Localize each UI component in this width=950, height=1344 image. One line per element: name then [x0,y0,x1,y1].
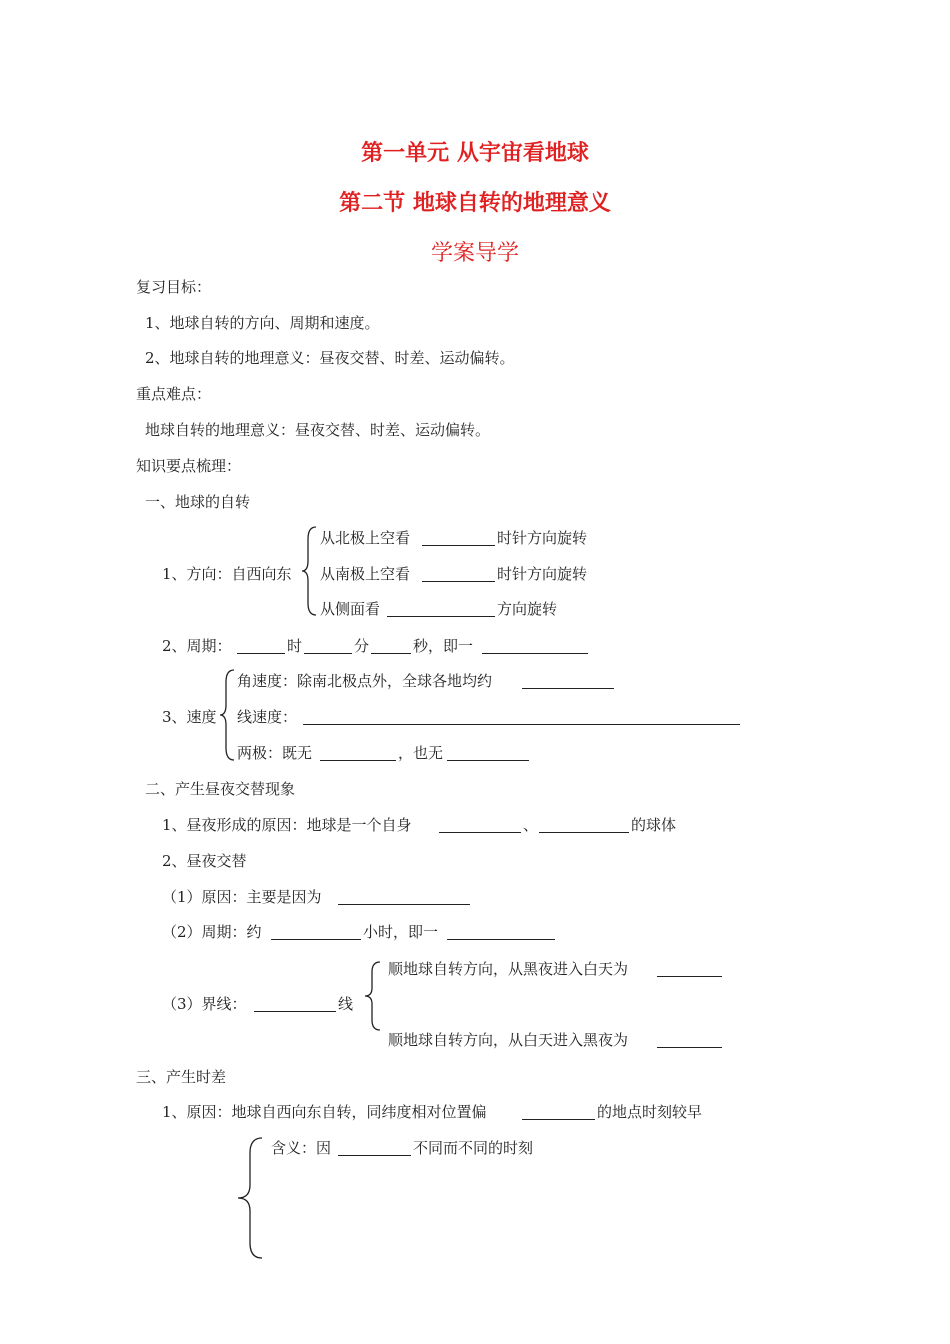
period-hour-blank[interactable] [237,653,285,654]
day-night-cause-blank-2[interactable] [539,832,629,833]
boundary-dawn: 顺地球自转方向，从黑夜进入白天为 [388,960,629,978]
part2-heading: 二、产生昼夜交替现象 [145,780,296,798]
boundary-label: （3）界线： [162,995,247,1013]
boundary-dusk-blank[interactable] [657,1047,722,1048]
direction-brace-icon [300,525,322,617]
speed-angular-blank[interactable] [522,688,614,689]
part3-heading: 三、产生时差 [136,1068,227,1086]
time-diff-meaning-suffix: 不同而不同的时刻 [413,1139,534,1157]
direction-north-blank[interactable] [422,545,495,546]
boundary-dawn-blank[interactable] [657,976,722,977]
alternation-period-blank-2[interactable] [447,939,555,940]
direction-south-blank[interactable] [422,581,495,582]
time-diff-meaning-blank[interactable] [338,1155,411,1156]
direction-side-suffix: 方向旋转 [497,600,558,618]
time-diff-cause-prefix: 1、原因：地球自西向东自转，同纬度相对位置偏 [162,1103,487,1121]
period-second: 秒，即一 [413,637,474,655]
section-title: 第二节 地球自转的地理意义 [339,191,611,216]
alternation-reason: （1）原因：主要是因为 [162,888,322,906]
day-night-cause-blank-1[interactable] [439,832,521,833]
subtitle: 学案导学 [430,241,519,266]
alternation-period-mid: 小时，即一 [363,923,439,941]
key-points-heading: 重点难点： [136,385,212,403]
boundary-dusk: 顺地球自转方向，从白天进入黑夜为 [388,1031,629,1049]
speed-poles-b: ，也无 [398,744,444,762]
speed-poles-blank-2[interactable] [447,760,529,761]
speed-linear: 线速度： [237,708,298,726]
direction-side-prefix: 从侧面看 [320,600,381,618]
boundary-suffix: 线 [338,995,354,1013]
period-minute: 分 [354,637,370,655]
boundary-brace-icon [362,960,384,1032]
time-diff-meaning-prefix: 含义：因 [271,1139,332,1157]
time-diff-brace-icon [234,1135,266,1261]
period-label: 2、周期： [162,637,232,655]
time-diff-cause-blank[interactable] [522,1119,595,1120]
speed-label: 3、速度 [162,708,217,726]
time-diff-cause-suffix: 的地点时刻较早 [597,1103,703,1121]
direction-label: 1、方向：自西向东 [162,565,292,583]
day-night-cause-suffix: 的球体 [631,816,677,834]
direction-north-prefix: 从北极上空看 [320,529,411,547]
alternation-period-prefix: （2）周期：约 [162,923,262,941]
unit-title: 第一单元 从宇宙看地球 [361,141,589,166]
day-night-cause-sep: 、 [523,816,539,834]
direction-north-suffix: 时针方向旋转 [497,529,588,547]
direction-south-prefix: 从南极上空看 [320,565,411,583]
period-hour: 时 [287,637,303,655]
direction-side-blank[interactable] [387,616,495,617]
key-points-text: 地球自转的地理意义：昼夜交替、时差、运动偏转。 [145,421,491,439]
period-day-blank[interactable] [482,653,588,654]
knowledge-heading: 知识要点梳理： [136,457,242,475]
alternation-reason-blank[interactable] [338,904,470,905]
period-second-blank[interactable] [371,653,411,654]
boundary-blank[interactable] [254,1011,336,1012]
review-goal-2: 2、地球自转的地理意义：昼夜交替、时差、运动偏转。 [145,349,515,367]
speed-angular: 角速度：除南北极点外，全球各地均约 [237,672,493,690]
part1-heading: 一、地球的自转 [145,493,251,511]
day-night-cause-prefix: 1、昼夜形成的原因：地球是一个自身 [162,816,412,834]
direction-south-suffix: 时针方向旋转 [497,565,588,583]
alternation-period-blank-1[interactable] [271,939,361,940]
speed-linear-blank[interactable] [303,724,740,725]
review-goal-1: 1、地球自转的方向、周期和速度。 [145,314,380,332]
alternation-heading: 2、昼夜交替 [162,852,247,870]
speed-poles-a: 两极：既无 [237,744,313,762]
speed-brace-icon [218,668,238,762]
period-minute-blank[interactable] [304,653,352,654]
speed-poles-blank-1[interactable] [320,760,396,761]
review-goals-heading: 复习目标： [136,278,212,296]
